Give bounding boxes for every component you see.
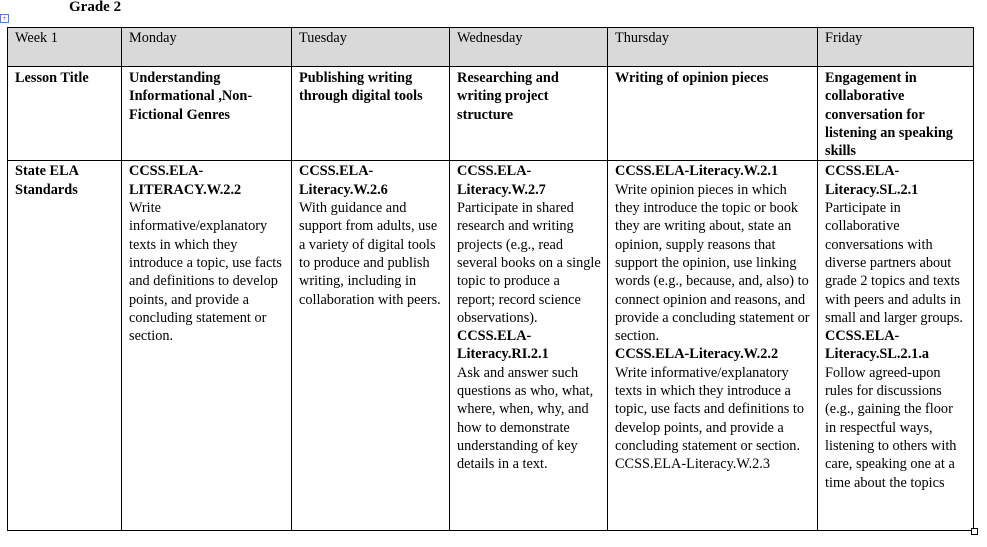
standards-wednesday [450, 161, 608, 531]
standard-text: Participate in shared research and writing projects (e.g., read several books on a single topic to produce a report; record science observations). [457, 200, 601, 326]
standard-code: CCSS.ELA-Literacy.W.2.7 [457, 163, 546, 198]
header-monday: Monday [122, 28, 292, 67]
standards-label: State ELA Standards [8, 161, 122, 531]
grade-heading: Grade 2 [69, 0, 122, 15]
header-row [8, 28, 974, 67]
standard-text: Ask and answer such questions as who, what, where, when, why, and how to demonstrate understanding of key details in a text. [457, 364, 594, 473]
standard-text: Write informative/explanatory texts in which they introduce a topic, use facts and definitions to develop points, and provide a concluding statement or section. [615, 364, 804, 454]
standards-tuesday [292, 161, 450, 531]
standard-code: CCSS.ELA-Literacy.RI.2.1 [457, 328, 549, 363]
standard-text: With guidance and support from adults, use a variety of digital tools to produce and publish writing, including in collaboration with peers. [299, 200, 441, 308]
standard-code: CCSS.ELA-Literacy.W.2.3 [615, 456, 770, 473]
standard-code: CCSS.ELA-Literacy.W.2.2 [615, 346, 779, 363]
standards-monday [122, 161, 292, 531]
header-wednesday: Wednesday [450, 28, 608, 67]
header-thursday: Thursday [608, 28, 818, 67]
lesson-title-row [8, 67, 974, 161]
standard-code: CCSS.ELA-Literacy.W.2.6 [299, 163, 388, 198]
lesson-title-friday: Engagement in collaborative conversation for listening an speaking skills [818, 67, 974, 161]
standard-code: CCSS.ELA-LITERACY.W.2.2 [129, 163, 242, 198]
standard-text: Write opinion pieces in which they introduce the topic or book they are writing about, state an opinion, supply reasons that support the opinion, use linking words (e.g., because, and, also) to connect opinion and reasons, and provide a concluding statement or section. [615, 181, 810, 345]
table-resize-handle[interactable] [971, 528, 978, 535]
standard-code: CCSS.ELA-Literacy.W.2.1 [615, 163, 779, 180]
standard-text: Follow agreed-upon rules for discussions (e.g., gaining the floor in respectful ways, listening to others with care, speaking one at a time about the topics [825, 364, 957, 491]
lesson-title-monday: Understanding Informational ,Non-Fictional Genres [122, 67, 292, 161]
lesson-title-thursday: Writing of opinion pieces [608, 67, 818, 161]
standard-text: Participate in collaborative conversations with diverse partners about grade 2 topics and texts with peers and adults in small and larger groups. [825, 200, 963, 326]
standards-row [8, 161, 974, 531]
table-move-handle-icon[interactable]: + [1, 15, 8, 22]
standard-code: CCSS.ELA-Literacy.SL.2.1.a [825, 328, 930, 363]
header-week: Week 1 [8, 28, 122, 67]
standards-thursday [608, 161, 818, 531]
lesson-title-wednesday: Researching and writing project structure [450, 67, 608, 161]
standard-text: Write informative/explanatory texts in which they introduce a topic, use facts and definitions to develop points, and provide a concluding statement or section. [129, 200, 282, 345]
header-tuesday: Tuesday [292, 28, 450, 67]
header-friday: Friday [818, 28, 974, 67]
lesson-title-tuesday: Publishing writing through digital tools [292, 67, 450, 161]
standard-code: CCSS.ELA-Literacy.SL.2.1 [825, 163, 919, 198]
lesson-title-label: Lesson Title [8, 67, 122, 161]
lesson-plan-table [7, 27, 974, 531]
standards-friday [818, 161, 974, 531]
